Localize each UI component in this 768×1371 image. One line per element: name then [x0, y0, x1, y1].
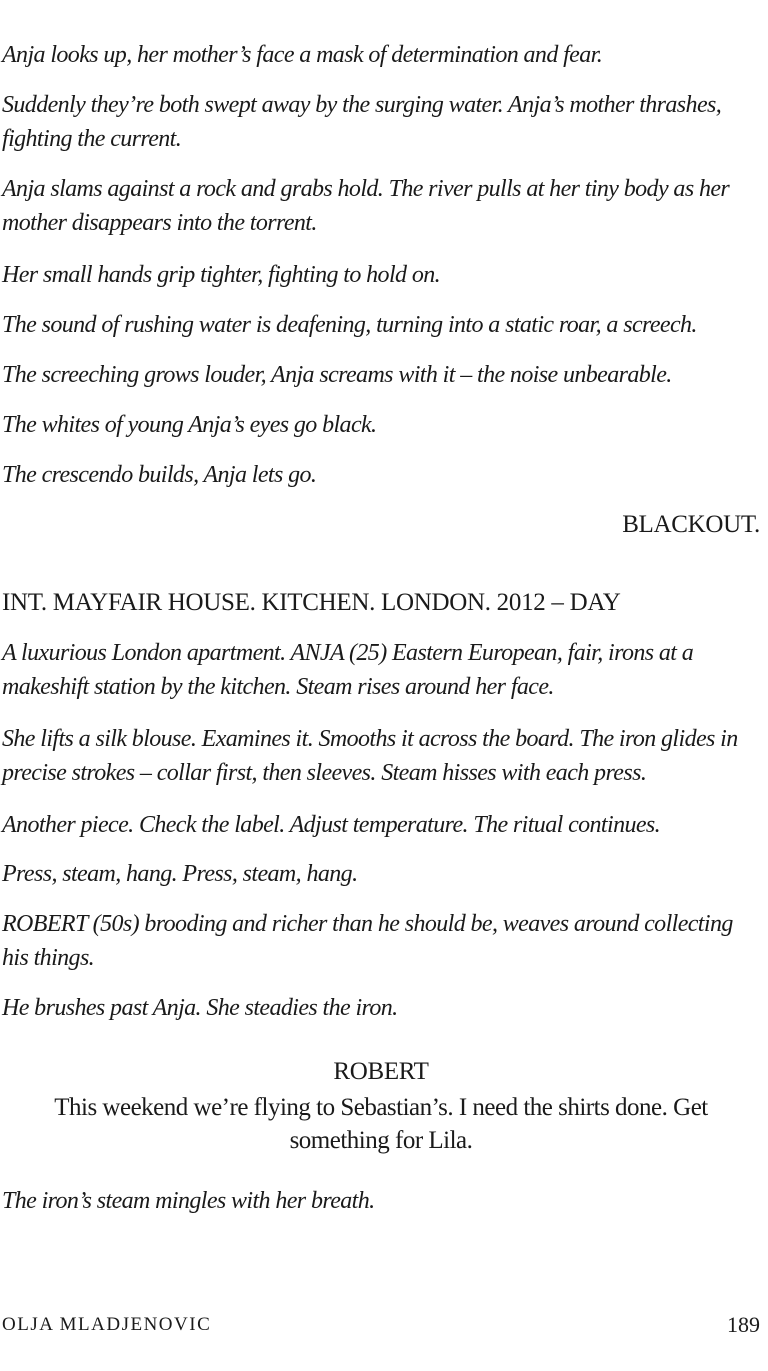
action-line: Anja slams against a rock and grabs hold. The river pulls at her tiny body as her mother disappears into the torrent. — [2, 176, 730, 236]
action-line: The iron’s steam mingles with her breath. — [2, 1188, 375, 1214]
action-line: Her small hands grip tighter, fighting to hold on. — [2, 262, 441, 288]
dialogue: This weekend we’re flying to Sebastian’s. I need the shirts done. Get something for Lila. — [54, 1094, 708, 1154]
footer-author: OLJA MLADJENOVIC — [2, 1314, 212, 1335]
transition: BLACKOUT. — [622, 511, 760, 538]
action-line: Press, steam, hang. Press, steam, hang. — [2, 861, 358, 887]
action-line: The whites of young Anja’s eyes go black. — [2, 412, 377, 438]
scene-heading: INT. MAYFAIR HOUSE. KITCHEN. LONDON. 2012 – DAY — [2, 589, 621, 616]
action-line: The screeching grows louder, Anja screams with it – the noise unbearable. — [2, 362, 672, 388]
action-line: Another piece. Check the label. Adjust temperature. The ritual continues. — [2, 812, 661, 838]
action-line: Suddenly they’re both swept away by the surging water. Anja’s mother thrashes, fighting the current. — [2, 92, 722, 152]
action-line: A luxurious London apartment. ANJA (25) Eastern European, fair, irons at a makeshift station by the kitchen. Steam rises around her face. — [2, 640, 694, 700]
action-line: The sound of rushing water is deafening, turning into a static roar, a screech. — [2, 312, 697, 338]
action-line: He brushes past Anja. She steadies the iron. — [2, 995, 398, 1021]
action-line: ROBERT (50s) brooding and richer than he should be, weaves around collecting his things. — [2, 911, 733, 971]
character-name: ROBERT — [333, 1058, 429, 1085]
action-line: Anja looks up, her mother’s face a mask of determination and fear. — [2, 42, 603, 68]
action-line: She lifts a silk blouse. Examines it. Smooths it across the board. The iron glides in precise strokes – collar first, then sleeves. Steam hisses with each press. — [2, 726, 738, 786]
script-page — [2, 0, 760, 1371]
page-number: 189 — [727, 1312, 760, 1337]
action-line: The crescendo builds, Anja lets go. — [2, 462, 317, 488]
